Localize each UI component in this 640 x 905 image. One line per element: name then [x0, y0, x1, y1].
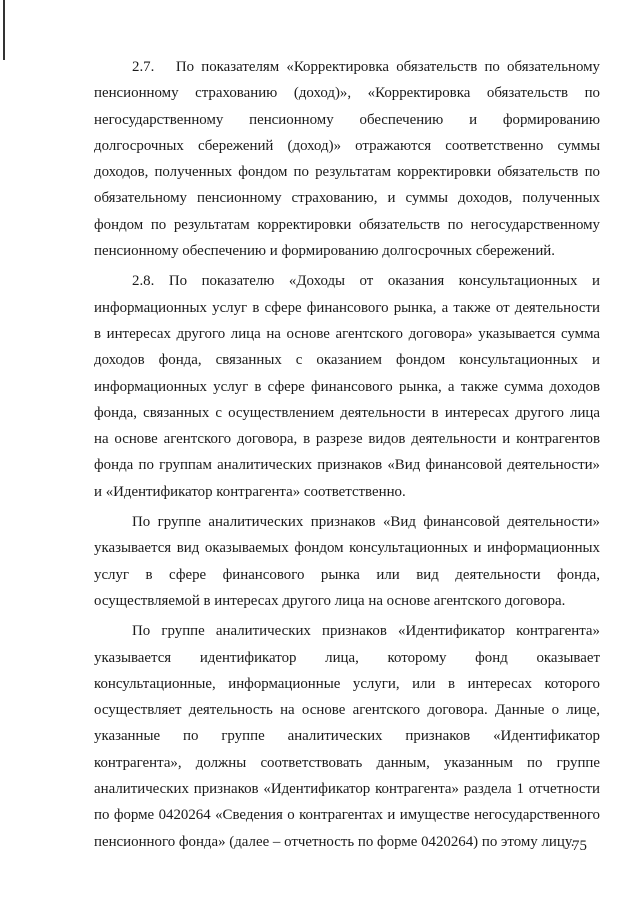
- paragraph-line: По группе аналитических признаков «Вид финансовой деятельности»: [132, 514, 600, 531]
- paragraph-line: информационных услуг в сфере финансового рынка, а также от деятельности: [94, 299, 600, 316]
- paragraph-line: обязательному пенсионному страхованию, и суммы доходов, полученных: [94, 190, 600, 207]
- page-number: 75: [572, 838, 587, 854]
- document-body: [94, 54, 600, 855]
- paragraph-line: негосударственному пенсионному обеспечению и формированию: [94, 111, 600, 128]
- paragraph-line: в интересах другого лица на основе агентского договора» указывается сумма: [94, 325, 600, 342]
- paragraph-line: контрагента», должны соответствовать данным, указанным по группе: [94, 754, 600, 771]
- paragraph-line: осуществляемой в интересах другого лица на основе агентского договора.: [94, 592, 566, 609]
- paragraph-line: информационных услуг в сфере финансового рынка, а также сумма доходов: [94, 378, 600, 395]
- paragraph-line: консультационные, информационные услуги, или в интересах которого: [94, 675, 600, 692]
- paragraph-line: долгосрочных сбережений (доход)» отражаются соответственно суммы: [94, 137, 600, 154]
- paragraph-line: пенсионному обеспечению и формированию долгосрочных сбережений.: [94, 243, 555, 260]
- paragraph-line: услуг в сфере финансового рынка или вид деятельности фонда,: [94, 566, 600, 583]
- paragraph-line: 2.8. По показателю «Доходы от оказания консультационных и: [132, 273, 600, 290]
- paragraph-line: указанные по группе аналитических признаков «Идентификатор: [94, 728, 600, 745]
- paragraph-line: фонда по группам аналитических признаков «Вид финансовой деятельности»: [94, 457, 600, 474]
- paragraph-line: По группе аналитических признаков «Идентификатор контрагента»: [132, 623, 600, 640]
- paragraph-line: пенсионному страхованию (доход)», «Корректировка обязательств по: [94, 85, 600, 102]
- paragraph-line: 2.7. По показателям «Корректировка обязательств по обязательному: [132, 59, 600, 75]
- scan-edge-mark: [3, 0, 5, 60]
- paragraph-line: на основе агентского договора, в разрезе видов деятельности и контрагентов: [94, 431, 600, 448]
- paragraph-line: указывается идентификатор лица, которому фонд оказывает: [94, 649, 600, 666]
- paragraph-line: аналитических признаков «Идентификатор контрагента» раздела 1 отчетности: [94, 781, 600, 798]
- paragraph-line: фондом по результатам корректировки обязательств по негосударственному: [94, 216, 600, 233]
- paragraph-line: доходов, полученных фондом по результатам корректировки обязательств по: [94, 164, 600, 181]
- paragraph-line: и «Идентификатор контрагента» соответственно.: [94, 483, 406, 500]
- paragraph-line: осуществляет деятельность на основе агентского договора. Данные о лице,: [94, 702, 600, 719]
- paragraph: [94, 268, 600, 505]
- paragraph-line: доходов фонда, связанных с оказанием фондом консультационных и: [94, 352, 600, 369]
- paragraph-line: указывается вид оказываемых фондом консультационных и информационных: [94, 540, 600, 557]
- paragraph: [94, 509, 600, 614]
- paragraph: [94, 54, 600, 264]
- paragraph-line: пенсионного фонда» (далее – отчетность по форме 0420264) по этому лицу.: [94, 833, 575, 850]
- paragraph-line: по форме 0420264 «Сведения о контрагентах и имуществе негосударственного: [94, 807, 600, 824]
- paragraph: [94, 618, 600, 855]
- paragraph-line: фонда, связанных с осуществлением деятельности в интересах другого лица: [94, 404, 600, 421]
